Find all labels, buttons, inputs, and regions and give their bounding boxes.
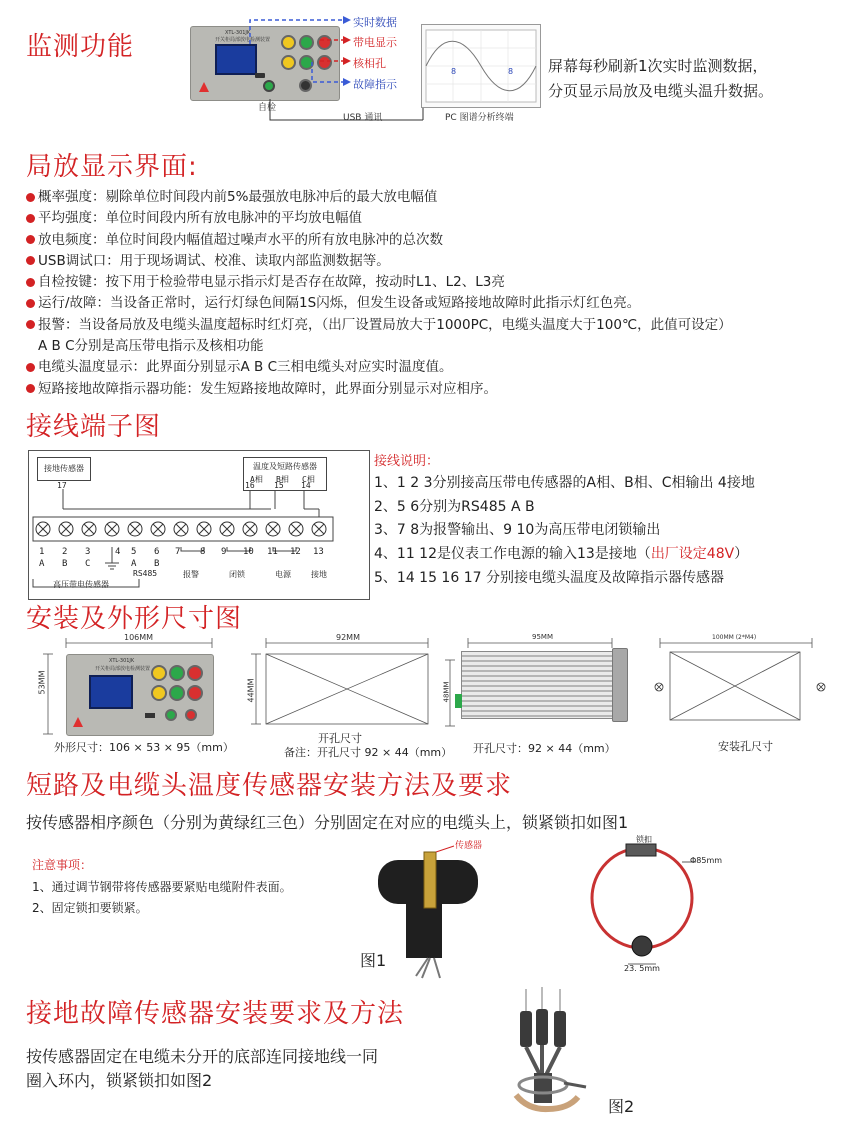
- indicator-red-icon: [187, 665, 203, 681]
- hv-sensor-label: 高压带电传感器: [53, 580, 109, 589]
- label-usb: USB 通讯: [343, 113, 383, 123]
- terminal-num: 10: [243, 547, 254, 557]
- device-front-view: [66, 654, 214, 736]
- terminal-num: 13: [313, 547, 324, 557]
- note-item: 2、固定锁扣要锁紧。: [32, 901, 148, 915]
- chart-mark-2: 8: [508, 67, 514, 76]
- pd-title: 局放显示界面:: [26, 152, 198, 182]
- device-side-heatsink: [461, 651, 615, 719]
- phase-hole-green-icon[interactable]: [169, 685, 185, 701]
- pd-item: 自检按键：按下用于检验带电显示指示灯是否存在故障，按动时L1、L2、L3亮: [26, 272, 732, 293]
- notes-title: 注意事项：: [32, 858, 93, 872]
- device-label: XTL-301JK: [225, 30, 251, 36]
- label-self-check: 自检: [258, 103, 277, 113]
- device-screen: [89, 675, 133, 709]
- dim-48: 48MM: [442, 681, 451, 703]
- alarm-label: 报警: [183, 570, 199, 579]
- terminal-num: 3: [85, 547, 91, 557]
- dim-44: 44MM: [246, 678, 256, 703]
- ground-sensor-title: 接地故障传感器安装要求及方法: [26, 999, 405, 1029]
- chart-mark-1: 8: [451, 67, 457, 76]
- lock-tag: 锁扣: [636, 835, 652, 844]
- terminal-diagram: [28, 450, 370, 600]
- note-item: 1、通过调节钢带将传感器要紧贴电缆附件表面。: [32, 880, 292, 894]
- install-title: 安装及外形尺寸图: [26, 604, 243, 634]
- temp-sensor-desc: 按传感器相序颜色（分别为黄绿红三色）分别固定在对应的电缆头上，锁紧锁扣如图1: [26, 813, 629, 832]
- terminal-note: 3、7 8为报警输出、9 10为高压带电闭锁输出: [374, 522, 661, 538]
- temp-sensor-box: 温度及短路传感器 A相 B相 C相: [243, 457, 327, 491]
- phase-hole-yellow-icon[interactable]: [151, 685, 167, 701]
- pd-item: 报警：当设备局放及电缆头温度超标时红灯亮，（出厂设置局放大于1000PC，电缆头温度大于100℃，此值可设定）: [26, 315, 732, 336]
- ground-sensor-desc-1: 按传感器固定在电缆未分开的底部连同接地线一同: [26, 1047, 379, 1066]
- pd-item: USB调试口：用于现场调试、校准、读取内部监测数据等。: [26, 251, 732, 272]
- phase-letter: B: [154, 559, 160, 569]
- phase-hole-red-icon[interactable]: [187, 685, 203, 701]
- terminal-num: 1: [39, 547, 45, 557]
- terminal-note: 1、1 2 3分别接高压带电传感器的A相、B相、C相输出 4接地: [374, 475, 755, 491]
- terminal-num: 6: [154, 547, 160, 557]
- terminal-num: 15: [274, 481, 284, 490]
- width-tag: 23. 5mm: [624, 964, 660, 973]
- pd-item: 短路接地故障指示器功能：发生短路接地故障时，此界面分别显示对应相序。: [26, 379, 732, 400]
- fault-light-icon: [185, 709, 197, 721]
- fig2-label: 图2: [608, 1097, 635, 1116]
- terminal-note: 4、11 12是仪表工作电源的输入13是接地（出厂设定48V）: [374, 546, 749, 562]
- self-check-button[interactable]: [165, 709, 177, 721]
- terminal-num: 5: [131, 547, 137, 557]
- monitor-desc-1: 屏幕每秒刷新1次实时监测数据，: [548, 57, 768, 75]
- front-caption: 外形尺寸：106 × 53 × 95（mm）: [54, 741, 234, 754]
- terminal-num: 16: [245, 481, 255, 490]
- pd-item: 电缆头温度显示：此界面分别显示A B C三相电缆头对应实时温度值。: [26, 357, 732, 378]
- terminal-note: 2、5 6分别为RS485 A B: [374, 499, 535, 515]
- lock-label: 闭锁: [229, 570, 245, 579]
- device-subtitle: 开关柜局部放电检测装置: [95, 666, 151, 672]
- indicator-green-icon: [169, 665, 185, 681]
- diameter-tag: Φ85mm: [690, 856, 723, 865]
- terminal-num: 9: [221, 547, 227, 557]
- connector-icon: [455, 694, 462, 708]
- pd-item: 平均强度：单位时间段内所有放电脉冲的平均放电幅值: [26, 208, 732, 229]
- cutout-note: 备注：开孔尺寸 92 × 44（mm）: [284, 746, 453, 759]
- hole-caption: 安装孔尺寸: [718, 740, 773, 753]
- side-caption: 开孔尺寸：92 × 44（mm）: [473, 742, 616, 755]
- phase-letter: A: [39, 559, 45, 569]
- usb-port-icon[interactable]: [145, 713, 155, 718]
- device-subtitle: 开关柜局部放电检测装置: [215, 37, 271, 43]
- pd-item: 概率强度：剔除单位时间段内前5%最强放电脉冲后的最大放电幅值: [26, 187, 732, 208]
- terminal-num: 12: [290, 547, 301, 557]
- label-live-indicator: 带电显示: [353, 36, 397, 49]
- cable-head-figure: [370, 840, 490, 980]
- label-realtime: 实时数据: [353, 16, 397, 29]
- dim-92: 92MM: [336, 633, 360, 642]
- dim-106: 106MM: [124, 633, 154, 642]
- dim-95: 95MM: [532, 633, 553, 641]
- label-pc: PC 图谱分析终端: [445, 113, 514, 123]
- label-fault-indicator: 故障指示: [353, 78, 397, 91]
- ground-sensor-desc-2: 圈入环内，锁紧锁扣如图2: [26, 1071, 213, 1090]
- device-side-panel: [612, 648, 628, 722]
- terminal-num: 8: [200, 547, 206, 557]
- rs485-label: RS485: [133, 569, 158, 578]
- sensor-tag: 传感器: [455, 841, 483, 851]
- cutout-label: 开孔尺寸: [318, 732, 362, 745]
- device-label: XTL-301JK: [109, 658, 135, 664]
- terminal-notes-title: 接线说明：: [374, 454, 440, 469]
- terminal-num: 4: [115, 547, 121, 557]
- terminal-num: 2: [62, 547, 68, 557]
- temp-sensor-title: 短路及电缆头温度传感器安装方法及要求: [26, 771, 513, 801]
- phase-letter: C: [85, 559, 91, 569]
- terminal-num: 14: [301, 481, 311, 490]
- monitor-desc-2: 分页显示局放及电缆头温升数据。: [548, 82, 774, 100]
- terminal-num: 11: [267, 547, 278, 557]
- phase-letter: A: [131, 559, 137, 569]
- terminal-title: 接线端子图: [26, 412, 162, 442]
- terminal-num: 7: [175, 547, 181, 557]
- monitor-title: 监测功能: [26, 32, 135, 62]
- dim-100: 100MM (2*M4): [712, 634, 757, 641]
- ground-sensor-figure: [508, 985, 603, 1120]
- pd-item-continuation: A B C分别是高压带电指示及核相功能: [38, 338, 264, 355]
- dim-53: 53MM: [37, 670, 47, 695]
- label-phase-hole: 核相孔: [353, 57, 386, 70]
- ground-sensor-box: 接地传感器: [37, 457, 91, 481]
- logo-icon: [73, 717, 83, 727]
- pd-item: 运行/故障：当设备正常时，运行灯绿色间隔1S闪烁，但发生设备或短路接地故障时此指示灯红色亮。: [26, 293, 732, 314]
- ground-label: 接地: [311, 570, 327, 579]
- terminal-num: 17: [57, 481, 67, 490]
- pc-spectrum-chart: [421, 24, 541, 108]
- power-label: 电源: [275, 570, 291, 579]
- indicator-yellow-icon: [151, 665, 167, 681]
- fig1-label: 图1: [360, 951, 387, 970]
- phase-letter: B: [62, 559, 68, 569]
- pd-list: [26, 187, 732, 400]
- pd-item: 放电频度：单位时间段内幅值超过噪声水平的所有放电脉冲的总次数: [26, 230, 732, 251]
- terminal-note: 5、14 15 16 17 分别接电缆头温度及故障指示器传感器: [374, 570, 724, 586]
